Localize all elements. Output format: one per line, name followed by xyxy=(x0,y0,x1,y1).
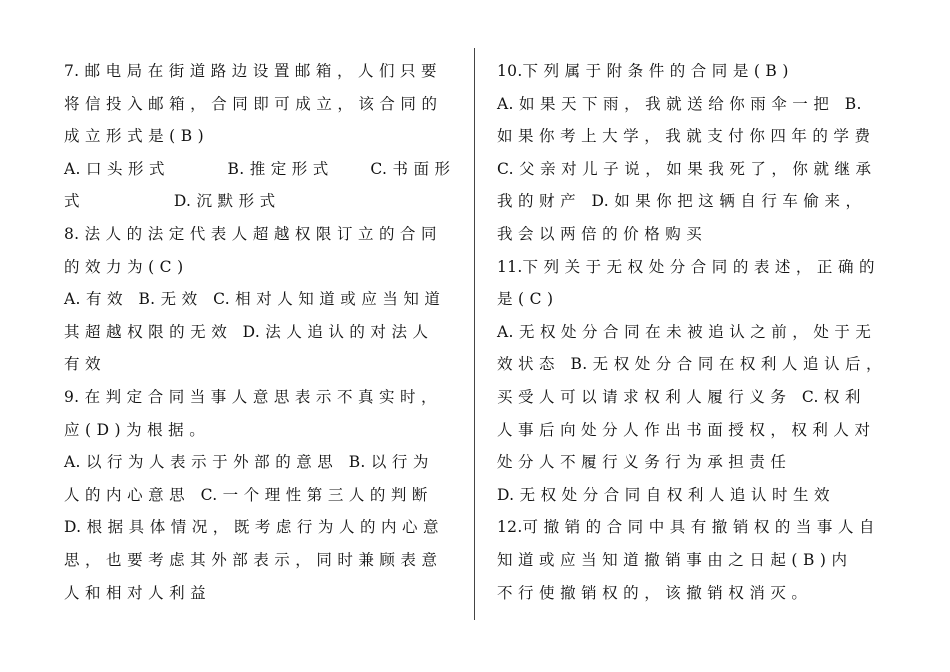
q11-options-5: 处 分 人 不 履 行 义 务 行 为 承 担 责 任 xyxy=(497,453,787,472)
q10-options-4: 我 的 财 产 D. 如 果 你 把 这 辆 自 行 车 偷 来 ， xyxy=(497,192,862,211)
q7-line-1: 7. 邮 电 局 在 街 道 路 边 设 置 邮 箱 ， 人 们 只 要 xyxy=(64,62,437,80)
right-column xyxy=(497,55,897,609)
q10-options-3: C. 父 亲 对 儿 子 说 ， 如 果 我 死 了 ， 你 就 继 承 xyxy=(497,159,872,178)
q11-options-2: 效 状 态 B. 无 权 处 分 合 同 在 权 利 人 追 认 后 ， xyxy=(497,355,882,374)
q9-line-2: 应 ( D ) 为 根 据 。 xyxy=(64,420,206,439)
q10-options-1: A. 如 果 天 下 雨 ， 我 就 送 给 你 雨 伞 一 把 B. xyxy=(497,94,862,113)
left-column xyxy=(64,55,460,609)
q9-options-3: D. 根 据 具 体 情 况 ， 既 考 虑 行 为 人 的 内 心 意 xyxy=(64,518,439,537)
q11-line-1: 11.下 列 关 于 无 权 处 分 合 同 的 表 述 ， 正 确 的 xyxy=(497,257,875,276)
q9-options-1: A. 以 行 为 人 表 示 于 外 部 的 意 思 B. 以 行 为 xyxy=(64,453,429,472)
q12-line-2: 知 道 或 应 当 知 道 撤 销 事 由 之 日 起 ( B ) 内 xyxy=(497,550,848,569)
q7-options-2: 式 D. 沉 默 形 式 xyxy=(64,192,276,211)
q8-line-1: 8. 法 人 的 法 定 代 表 人 超 越 权 限 订 立 的 合 同 xyxy=(64,224,437,243)
q11-options-6: D. 无 权 处 分 合 同 自 权 利 人 追 认 时 生 效 xyxy=(497,485,830,504)
q7-line-2: 将 信 投 入 邮 箱 ， 合 同 即 可 成 立 ， 该 合 同 的 xyxy=(64,94,438,113)
q8-options-2: 其 超 越 权 限 的 无 效 D. 法 人 追 认 的 对 法 人 xyxy=(64,322,429,341)
column-divider xyxy=(474,48,475,620)
q7-options-1: A. 口 头 形 式 B. 推 定 形 式 C. 书 面 形 xyxy=(64,159,451,178)
q9-line-1: 9. 在 判 定 合 同 当 事 人 意 思 表 示 不 真 实 时 ， xyxy=(64,387,437,406)
q11-options-1: A. 无 权 处 分 合 同 在 未 被 追 认 之 前 ， 处 于 无 xyxy=(497,322,872,341)
q11-line-2: 是 ( C ) xyxy=(497,290,554,309)
q9-options-2: 人 的 内 心 意 思 C. 一 个 理 性 第 三 人 的 判 断 xyxy=(64,485,428,504)
q8-options-1: A. 有 效 B. 无 效 C. 相 对 人 知 道 或 应 当 知 道 xyxy=(64,290,441,309)
q10-options-2: 如 果 你 考 上 大 学 ， 我 就 支 付 你 四 年 的 学 费 xyxy=(497,127,871,146)
q10-options-5: 我 会 以 两 倍 的 价 格 购 买 xyxy=(497,224,703,243)
q8-options-3: 有 效 xyxy=(64,355,101,374)
q12-line-3: 不 行 使 撤 销 权 的 ， 该 撤 销 权 消 灭 。 xyxy=(497,583,808,602)
q8-line-2: 的 效 力 为 ( C ) xyxy=(64,257,184,276)
q11-options-4: 人 事 后 向 处 分 人 作 出 书 面 授 权 ， 权 利 人 对 xyxy=(497,420,871,439)
q10-line-1: 10.下 列 属 于 附 条 件 的 合 同 是 ( B ) xyxy=(497,62,789,80)
q12-line-1: 12.可 撤 销 的 合 同 中 具 有 撤 销 权 的 当 事 人 自 xyxy=(497,518,875,537)
q9-options-5: 人 和 相 对 人 利 益 xyxy=(64,583,206,602)
q9-options-4: 思 ， 也 要 考 虑 其 外 部 表 示 ， 同 时 兼 顾 表 意 xyxy=(64,550,438,569)
q7-line-3: 成 立 形 式 是 ( B ) xyxy=(64,127,204,146)
q11-options-3: 买 受 人 可 以 请 求 权 利 人 履 行 义 务 C. 权 利 xyxy=(497,387,861,406)
